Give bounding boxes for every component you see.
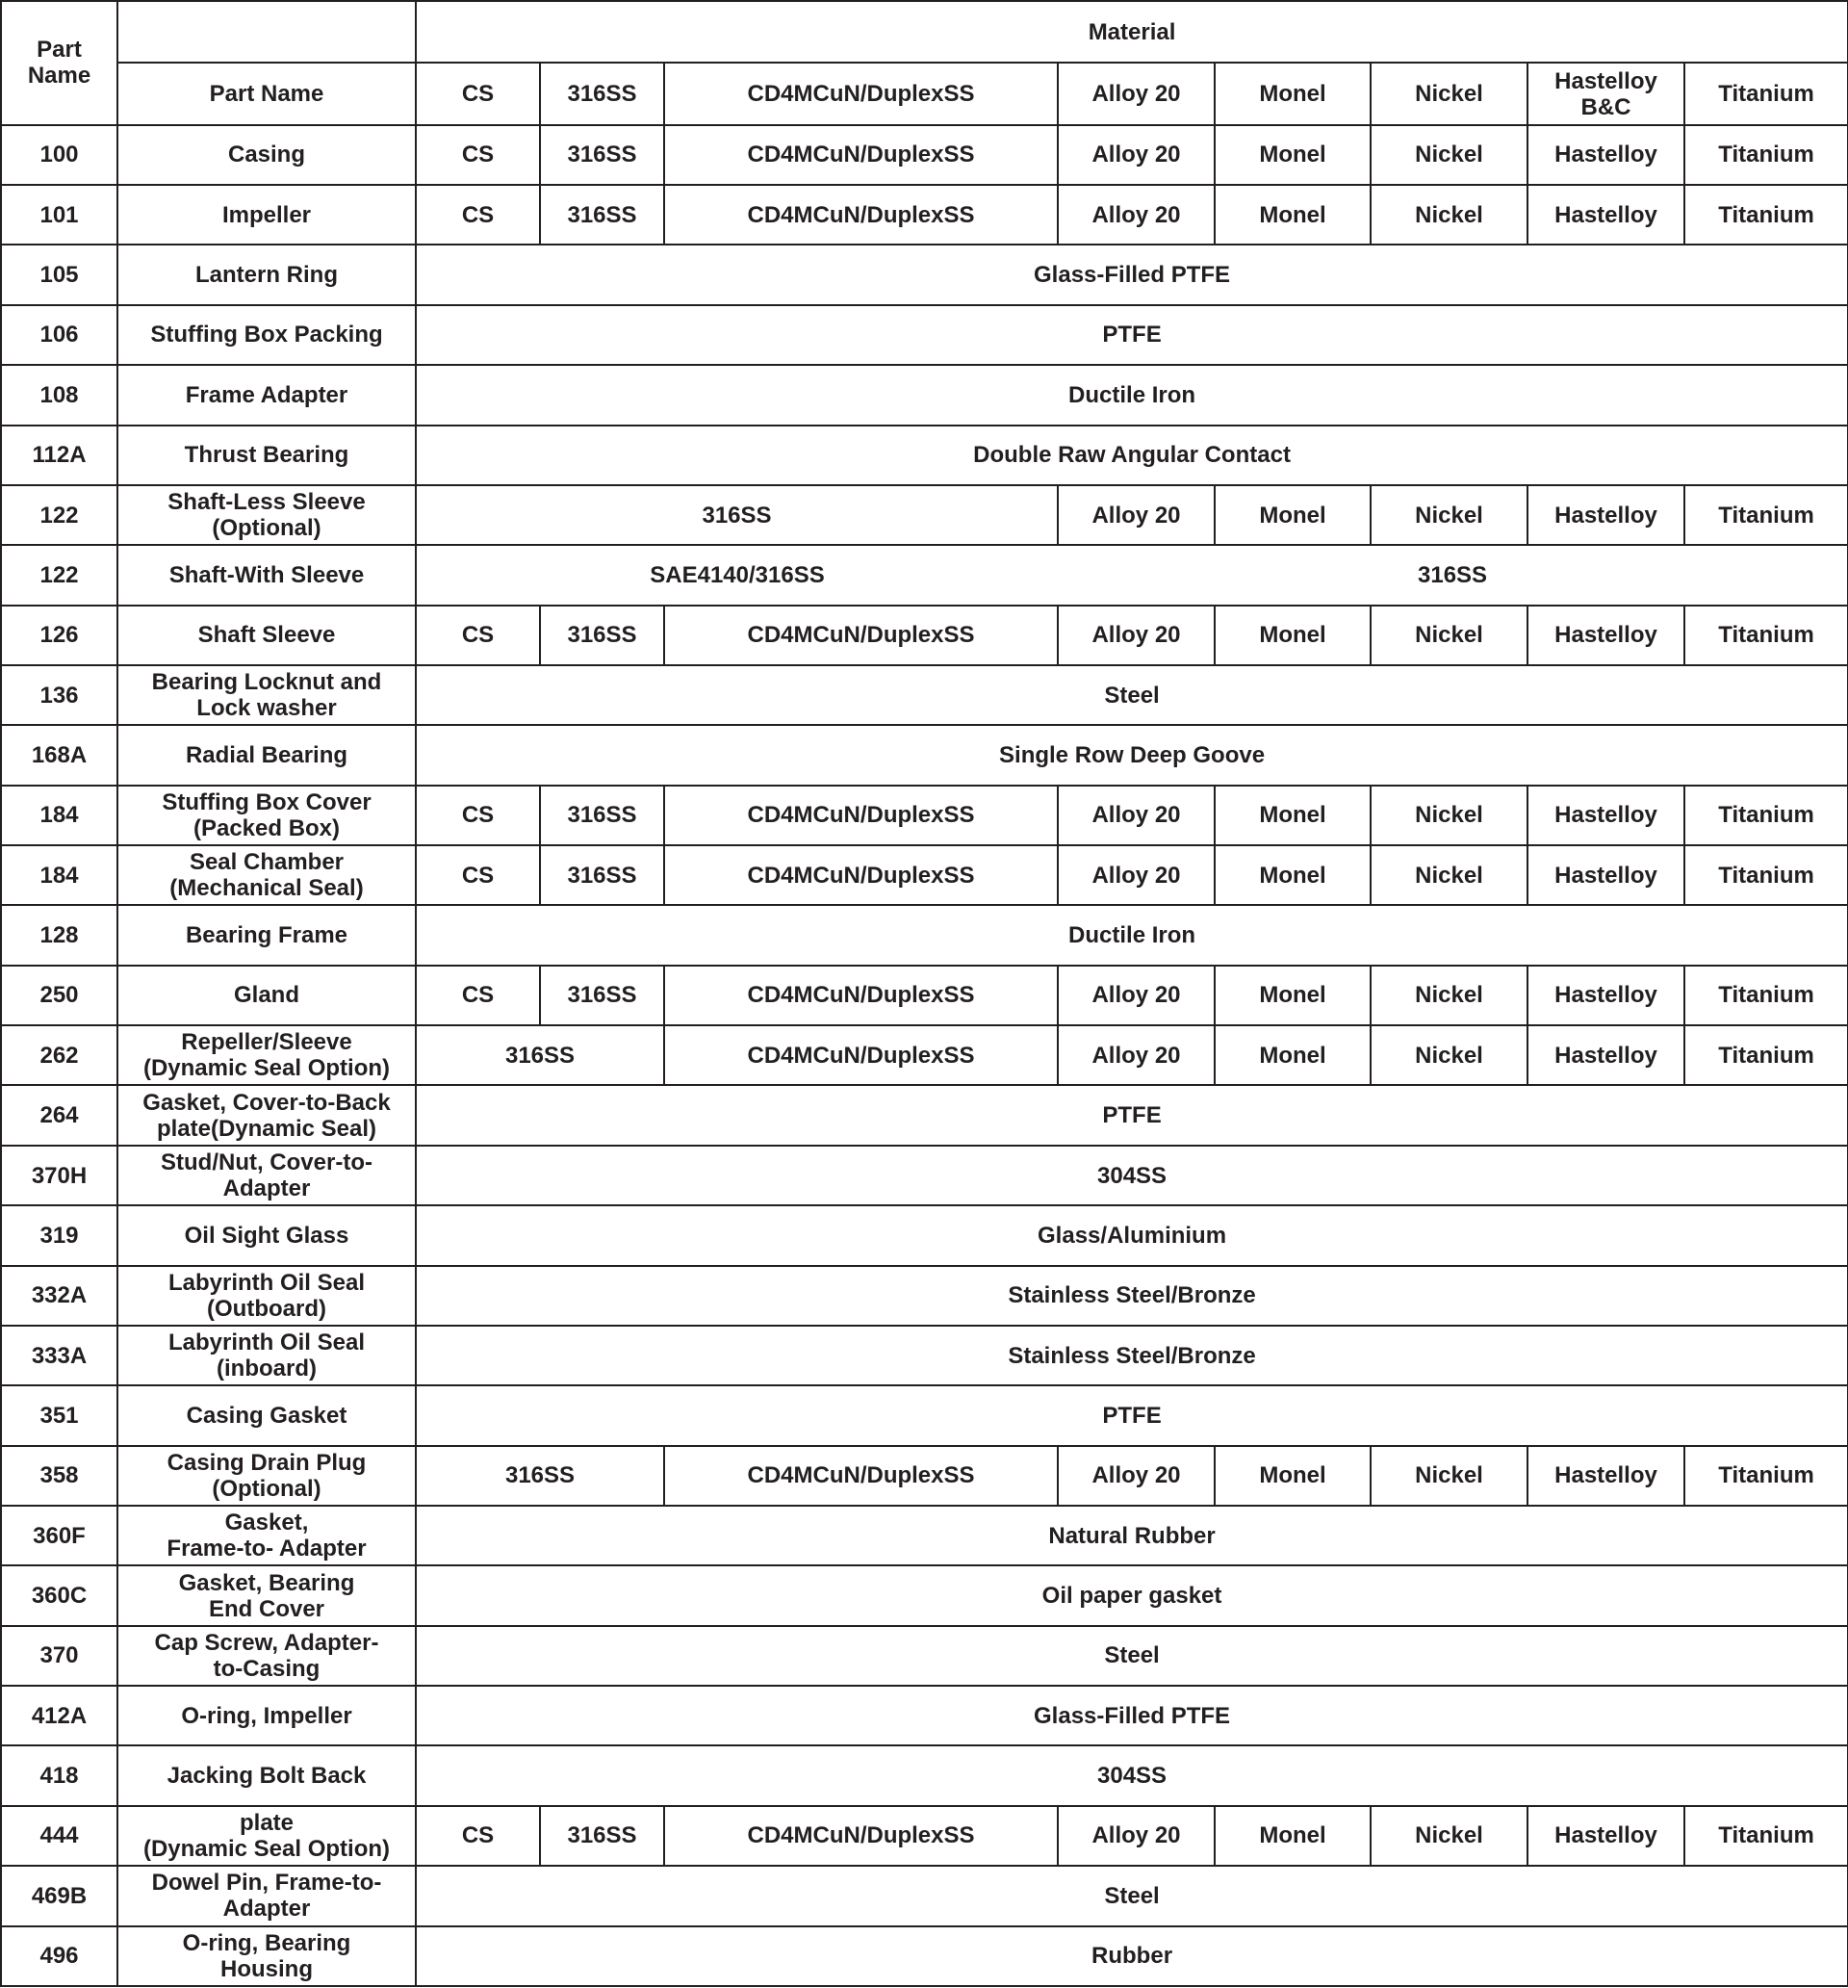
material-cell: Steel [416, 665, 1848, 725]
table-row [1, 665, 1848, 725]
header-material-duplex [664, 63, 1058, 124]
table-row [1, 1446, 1848, 1506]
part-name-line: Bearing Frame [185, 922, 348, 949]
material-cell: Hastelloy [1527, 845, 1684, 905]
table-row [1, 1866, 1848, 1925]
material-cell: 316SS [416, 485, 1058, 545]
part-number-cell: 360C [1, 1565, 117, 1625]
part-name-cell [117, 1686, 416, 1745]
table-row [1, 786, 1848, 845]
part-name-cell [117, 1326, 416, 1385]
material-cell: Monel [1215, 185, 1371, 245]
part-name-line: Casing Drain Plug [167, 1449, 367, 1476]
part-number-cell: 122 [1, 545, 117, 605]
material-cell: Nickel [1371, 606, 1527, 665]
part-name-line: Stud/Nut, Cover-to- [161, 1149, 372, 1175]
part-name-cell [117, 1926, 416, 1987]
material-cell: Titanium [1684, 786, 1848, 845]
part-name-cell [117, 1866, 416, 1925]
material-cell: CS [416, 786, 540, 845]
part-number-cell: 444 [1, 1806, 117, 1866]
material-cell: Titanium [1684, 1806, 1848, 1866]
material-cell: Titanium [1684, 185, 1848, 245]
material-cell: Ductile Iron [416, 365, 1848, 425]
material-cell: Hastelloy [1527, 185, 1684, 245]
part-name-cell [117, 966, 416, 1025]
header-material-alloy20 [1058, 63, 1215, 124]
material-cell: Nickel [1371, 845, 1527, 905]
part-name-cell [117, 545, 416, 605]
material-cell: CS [416, 125, 540, 185]
part-name-cell [117, 1446, 416, 1506]
material-cell: CD4MCuN/DuplexSS [664, 125, 1058, 185]
material-cell: 316SS [540, 606, 664, 665]
part-name-line: Casing [227, 142, 305, 168]
part-name-line: Gasket, [224, 1510, 309, 1536]
material-cell: PTFE [416, 1385, 1848, 1445]
material-cell: 316SS [1058, 545, 1848, 605]
part-name-line: (Dynamic Seal Option) [142, 1055, 391, 1082]
table-row [1, 966, 1848, 1025]
table-row [1, 1085, 1848, 1145]
table-row [1, 1745, 1848, 1805]
part-name-line: Lantern Ring [195, 262, 338, 289]
header-material-cs [416, 63, 540, 124]
part-number-cell: 100 [1, 125, 117, 185]
part-number-cell: 370 [1, 1626, 117, 1686]
material-cell: Titanium [1684, 485, 1848, 545]
part-number-cell: 106 [1, 305, 117, 365]
table-row [1, 1506, 1848, 1565]
material-cell: Hastelloy [1527, 1025, 1684, 1085]
table-row [1, 1626, 1848, 1686]
part-name-line: Gasket, Cover-to-Back [142, 1089, 391, 1116]
part-number-cell: 112A [1, 426, 117, 485]
material-cell: CD4MCuN/DuplexSS [664, 606, 1058, 665]
header-part-no [1, 1, 117, 125]
table-row [1, 485, 1848, 545]
material-cell: CD4MCuN/DuplexSS [664, 1025, 1058, 1085]
material-cell: Titanium [1684, 966, 1848, 1025]
header-part-no-line: Name [27, 63, 91, 90]
table-row [1, 365, 1848, 425]
header-row-material [1, 1, 1848, 63]
part-name-line: Dowel Pin, Frame-to- [151, 1870, 382, 1897]
material-cell: Nickel [1371, 1446, 1527, 1506]
table-row [1, 1146, 1848, 1205]
material-cell: Hastelloy [1527, 786, 1684, 845]
table-row [1, 1926, 1848, 1987]
table-row [1, 1806, 1848, 1866]
material-cell: Monel [1215, 1806, 1371, 1866]
part-name-cell [117, 125, 416, 185]
header-material-hastelloy [1527, 63, 1684, 124]
material-cell: Stainless Steel/Bronze [416, 1326, 1848, 1385]
material-cell: Hastelloy [1527, 966, 1684, 1025]
material-cell: CD4MCuN/DuplexSS [664, 845, 1058, 905]
header-material-line: Nickel [1415, 81, 1483, 108]
material-cell: Hastelloy [1527, 1446, 1684, 1506]
table-row [1, 1025, 1848, 1085]
part-name-cell [117, 1506, 416, 1565]
material-cell: CS [416, 1806, 540, 1866]
material-cell: Nickel [1371, 125, 1527, 185]
header-material-line: B&C [1580, 93, 1631, 120]
part-name-cell [117, 1266, 416, 1326]
material-cell: Alloy 20 [1058, 1025, 1215, 1085]
table-row [1, 606, 1848, 665]
material-cell: Nickel [1371, 786, 1527, 845]
header-material-316ss [540, 63, 664, 124]
part-name-line: Gasket, Bearing [178, 1569, 355, 1596]
part-number-cell: 108 [1, 365, 117, 425]
part-name-cell [117, 365, 416, 425]
part-name-line: to-Casing [213, 1655, 321, 1682]
material-cell: Nickel [1371, 966, 1527, 1025]
material-cell: Hastelloy [1527, 606, 1684, 665]
material-cell: Oil paper gasket [416, 1565, 1848, 1625]
part-name-line: Adapter [222, 1896, 311, 1923]
part-name-line: End Cover [208, 1595, 325, 1622]
part-name-line: Shaft-With Sleeve [168, 561, 365, 588]
part-name-line: O-ring, Impeller [181, 1702, 352, 1729]
part-name-line: Repeller/Sleeve [181, 1029, 352, 1056]
material-cell: CS [416, 966, 540, 1025]
part-name-line: (Optional) [212, 515, 321, 542]
part-name-line: (Optional) [212, 1475, 321, 1502]
material-cell: CD4MCuN/DuplexSS [664, 1806, 1058, 1866]
part-number-cell: 184 [1, 845, 117, 905]
material-cell: Nickel [1371, 1025, 1527, 1085]
part-name-line: Labyrinth Oil Seal [167, 1330, 366, 1356]
material-cell: 316SS [416, 1025, 664, 1085]
part-name-cell [117, 1806, 416, 1866]
material-cell: 316SS [540, 966, 664, 1025]
material-cell: 316SS [540, 185, 664, 245]
part-name-line: Gland [233, 982, 299, 1009]
material-cell: Alloy 20 [1058, 125, 1215, 185]
material-cell: 316SS [540, 786, 664, 845]
part-number-cell: 184 [1, 786, 117, 845]
part-name-cell [117, 485, 416, 545]
material-cell: Nickel [1371, 185, 1527, 245]
table-row [1, 905, 1848, 965]
material-cell: Alloy 20 [1058, 786, 1215, 845]
part-name-line: Cap Screw, Adapter- [154, 1629, 379, 1656]
part-name-line: (Mechanical Seal) [169, 875, 364, 902]
material-cell: 316SS [416, 1446, 664, 1506]
material-cell: Hastelloy [1527, 125, 1684, 185]
material-cell: CS [416, 606, 540, 665]
material-cell: Glass-Filled PTFE [416, 1686, 1848, 1745]
table-row [1, 1326, 1848, 1385]
material-cell: CS [416, 185, 540, 245]
material-cell: Titanium [1684, 125, 1848, 185]
part-name-line: Seal Chamber [189, 849, 345, 876]
header-part-no-line: Part [37, 37, 82, 64]
part-number-cell: 126 [1, 606, 117, 665]
part-name-cell [117, 305, 416, 365]
header-part-name: Part Name [117, 63, 416, 124]
material-cell: Ductile Iron [416, 905, 1848, 965]
header-material-line: Titanium [1718, 81, 1814, 108]
material-cell: Titanium [1684, 1446, 1848, 1506]
material-cell: Monel [1215, 966, 1371, 1025]
header-material-nickel [1371, 63, 1527, 124]
part-number-cell: 168A [1, 725, 117, 785]
table-row [1, 725, 1848, 785]
part-number-cell: 136 [1, 665, 117, 725]
part-number-cell: 370H [1, 1146, 117, 1205]
part-name-cell [117, 725, 416, 785]
part-name-line: Lock washer [196, 695, 337, 722]
material-cell: Nickel [1371, 485, 1527, 545]
material-cell: Monel [1215, 786, 1371, 845]
table-row [1, 1205, 1848, 1265]
table-row [1, 245, 1848, 304]
material-cell: CS [416, 845, 540, 905]
part-name-line: Bearing Locknut and [151, 669, 382, 696]
material-cell: Alloy 20 [1058, 1806, 1215, 1866]
part-name-line: (Outboard) [207, 1295, 326, 1322]
header-material: Material [416, 1, 1848, 63]
material-cell: Titanium [1684, 845, 1848, 905]
part-name-cell [117, 665, 416, 725]
part-number-cell: 496 [1, 1926, 117, 1987]
part-name-cell [117, 905, 416, 965]
part-number-cell: 333A [1, 1326, 117, 1385]
table-row [1, 305, 1848, 365]
part-name-cell [117, 845, 416, 905]
material-cell: PTFE [416, 305, 1848, 365]
header-material-line: CS [461, 81, 495, 108]
material-cell: 304SS [416, 1745, 1848, 1805]
part-number-cell: 332A [1, 1266, 117, 1326]
part-number-cell: 105 [1, 245, 117, 304]
part-number-cell: 128 [1, 905, 117, 965]
part-number-cell: 122 [1, 485, 117, 545]
table-row [1, 1385, 1848, 1445]
material-cell: Alloy 20 [1058, 185, 1215, 245]
part-name-cell [117, 185, 416, 245]
material-cell: Monel [1215, 485, 1371, 545]
material-cell: 316SS [540, 1806, 664, 1866]
part-number-cell: 418 [1, 1745, 117, 1805]
part-name-cell [117, 1085, 416, 1145]
table-row [1, 1565, 1848, 1625]
part-name-cell [117, 1745, 416, 1805]
table-row [1, 545, 1848, 605]
material-cell: PTFE [416, 1085, 1848, 1145]
part-number-cell: 360F [1, 1506, 117, 1565]
part-name-cell [117, 1626, 416, 1686]
material-cell: 316SS [540, 125, 664, 185]
material-cell: Monel [1215, 845, 1371, 905]
part-name-line: Adapter [222, 1175, 311, 1201]
material-cell: CD4MCuN/DuplexSS [664, 786, 1058, 845]
part-number-cell: 358 [1, 1446, 117, 1506]
material-cell: CD4MCuN/DuplexSS [664, 1446, 1058, 1506]
material-cell: Glass-Filled PTFE [416, 245, 1848, 304]
part-name-line: Impeller [221, 201, 312, 228]
material-cell: CD4MCuN/DuplexSS [664, 185, 1058, 245]
material-cell: Glass/Aluminium [416, 1205, 1848, 1265]
part-name-line: Radial Bearing [185, 741, 348, 768]
header-empty-cell [117, 1, 416, 63]
part-name-line: Labyrinth Oil Seal [167, 1269, 366, 1296]
material-cell: Titanium [1684, 1025, 1848, 1085]
material-cell: Alloy 20 [1058, 485, 1215, 545]
part-number-cell: 250 [1, 966, 117, 1025]
material-cell: CD4MCuN/DuplexSS [664, 966, 1058, 1025]
part-name-cell [117, 1205, 416, 1265]
material-cell: Alloy 20 [1058, 606, 1215, 665]
material-cell: Steel [416, 1626, 1848, 1686]
part-name-line: plate [239, 1809, 294, 1836]
material-cell: Monel [1215, 1446, 1371, 1506]
material-cell: Titanium [1684, 606, 1848, 665]
part-name-line: Casing Gasket [186, 1402, 347, 1429]
material-cell: Monel [1215, 125, 1371, 185]
part-name-line: Oil Sight Glass [184, 1222, 349, 1249]
header-material-line: Hastelloy [1554, 67, 1657, 94]
material-cell: Double Raw Angular Contact [416, 426, 1848, 485]
part-number-cell: 351 [1, 1385, 117, 1445]
part-number-cell: 469B [1, 1866, 117, 1925]
material-cell: Monel [1215, 606, 1371, 665]
material-cell: Hastelloy [1527, 1806, 1684, 1866]
part-name-line: Shaft-Less Sleeve [167, 489, 366, 516]
part-name-cell [117, 1565, 416, 1625]
header-material-line: Alloy 20 [1091, 81, 1181, 108]
part-name-line: (Dynamic Seal Option) [142, 1835, 391, 1862]
material-cell: Stainless Steel/Bronze [416, 1266, 1848, 1326]
part-name-cell [117, 606, 416, 665]
table-row [1, 426, 1848, 485]
material-cell: SAE4140/316SS [416, 545, 1058, 605]
material-cell: Alloy 20 [1058, 845, 1215, 905]
part-number-cell: 101 [1, 185, 117, 245]
material-cell: Alloy 20 [1058, 1446, 1215, 1506]
material-cell: Monel [1215, 1025, 1371, 1085]
table-row [1, 1686, 1848, 1745]
part-name-line: Stuffing Box Cover [162, 788, 372, 815]
header-material-line: Monel [1259, 81, 1326, 108]
part-name-line: Stuffing Box Packing [150, 322, 383, 349]
material-cell: Hastelloy [1527, 485, 1684, 545]
part-number-cell: 262 [1, 1025, 117, 1085]
part-name-line: Jacking Bolt Back [167, 1763, 367, 1790]
part-name-line: plate(Dynamic Seal) [156, 1115, 377, 1142]
part-name-cell [117, 786, 416, 845]
part-name-line: Shaft Sleeve [197, 622, 336, 649]
part-number-cell: 412A [1, 1686, 117, 1745]
part-name-line: Frame Adapter [185, 381, 348, 408]
material-cell: Steel [416, 1866, 1848, 1925]
part-name-line: Frame-to- Adapter [167, 1536, 367, 1562]
part-name-line: Thrust Bearing [184, 442, 349, 469]
material-cell: Natural Rubber [416, 1506, 1848, 1565]
header-material-monel [1215, 63, 1371, 124]
material-cell: 316SS [540, 845, 664, 905]
part-name-line: Housing [220, 1955, 313, 1982]
table-row [1, 125, 1848, 185]
part-name-cell [117, 1025, 416, 1085]
part-name-cell [117, 1146, 416, 1205]
part-number-cell: 264 [1, 1085, 117, 1145]
part-name-line: O-ring, Bearing [182, 1929, 351, 1956]
part-name-cell [117, 245, 416, 304]
material-cell: 304SS [416, 1146, 1848, 1205]
part-name-cell [117, 426, 416, 485]
table-row [1, 845, 1848, 905]
material-cell: Rubber [416, 1926, 1848, 1987]
table-row [1, 185, 1848, 245]
table-body [1, 1, 1848, 1986]
part-name-line: (inboard) [217, 1355, 317, 1382]
part-name-cell [117, 1385, 416, 1445]
table-row [1, 1266, 1848, 1326]
header-material-titanium [1684, 63, 1848, 124]
material-cell: Alloy 20 [1058, 966, 1215, 1025]
material-cell: Single Row Deep Goove [416, 725, 1848, 785]
part-number-cell: 319 [1, 1205, 117, 1265]
header-row-columns [1, 63, 1848, 124]
header-material-line: CD4MCuN/DuplexSS [747, 81, 975, 108]
header-material-line: 316SS [567, 81, 637, 108]
part-name-line: (Packed Box) [192, 814, 341, 841]
material-cell: Nickel [1371, 1806, 1527, 1866]
